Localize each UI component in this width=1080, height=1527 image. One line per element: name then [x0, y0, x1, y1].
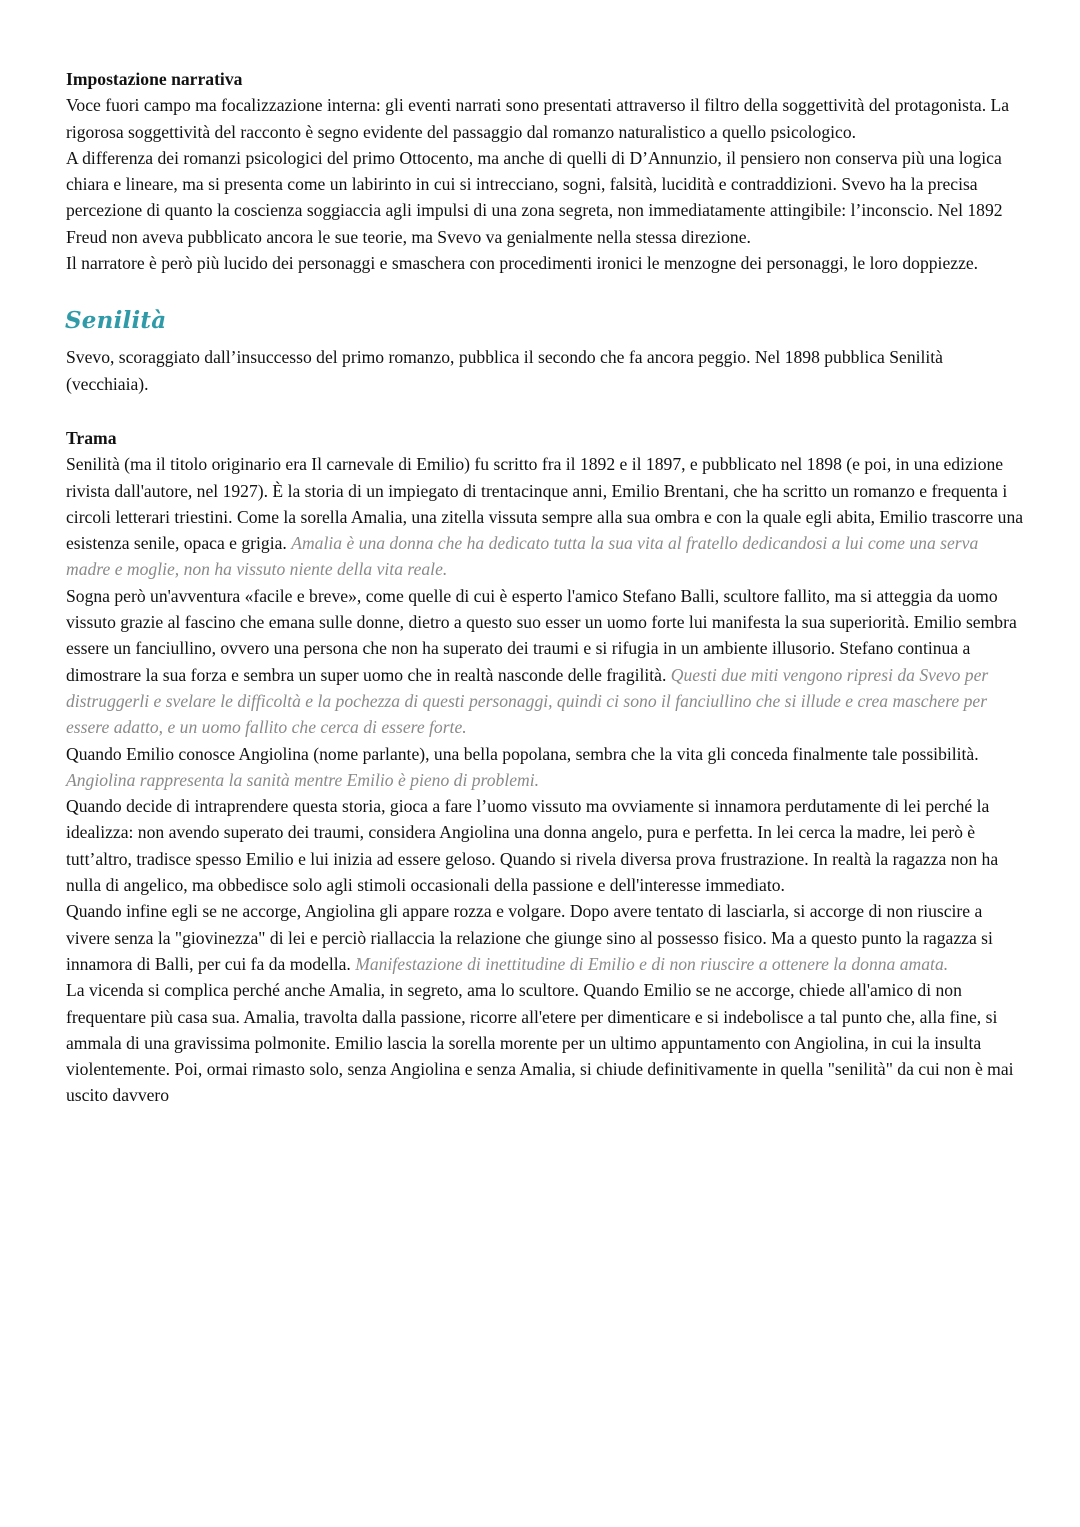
trama-5-note: Manifestazione di inettitudine di Emilio e di non riuscire a ottenere la donna amata. [355, 953, 949, 974]
paragraph-trama-3 [66, 741, 1026, 794]
trama-2-text: Sogna però un'avventura «facile e breve», come quelle di cui è esperto l'amico Stefano Balli, scultore fallito, ma si atteggia da uomo vissuto grazie al fascino che emana sulle donne, dietro a questo suo esser un uomo forte lui manifesta la sua superiorità. Emilio sembra essere un fanciullino, ovvero una persona che non ha superato dei traumi e si rifugia in un ambiente illusorio. Stefano continua a dimostrare la sua forza e sembra un super uomo che in realtà nasconde delle fragilità. [66, 585, 1017, 685]
paragraph-senilita-intro: Svevo, scoraggiato dall’insuccesso del primo romanzo, pubblica il secondo che fa ancora peggio. Nel 1898 pubblica Senilità (vecchiaia). [66, 347, 943, 394]
paragraph-trama-6: La vicenda si complica perché anche Amalia, in segreto, ama lo scultore. Quando Emilio se ne accorge, chiede all'amico di non frequentare più casa sua. Amalia, travolta dalla passione, ricorre all'etere per dimenticare e si indebolisce a tal punto che, alla fine, si ammala di una gravissima polmonite. Emilio lascia la sorella morente per un ultimo appuntamento con Angiolina, in cui la insulta violentemente. Poi, ormai rimasto solo, senza Angiolina e senza Amalia, si chiude definitivamente in quella "senilità" da cui non è mai uscito davvero [66, 980, 1014, 1106]
trama-1-text: Senilità (ma il titolo originario era Il carnevale di Emilio) fu scritto fra il 1892 e il 1897, e pubblicato nel 1898 (e poi, in una edizione rivista dall'autore, nel 1927). È la storia di un impiegato di trentacinque anni, Emilio Brentani, che ha scritto un romanzo e frequenta i circoli letterari triestini. Come la sorella Amalia, una zitella vissuta sempre alla sua ombra e con la quale egli abita, Emilio trascorre una esistenza senile, opaca e grigia. [66, 454, 1024, 554]
paragraph-trama-2 [66, 583, 1026, 741]
trama-1-note: Amalia è una donna che ha dedicato tutta la sua vita al fratello dedicandosi a lui come una serva madre e moglie, non ha vissuto niente della vita reale. [66, 533, 979, 580]
spacer [66, 397, 1026, 425]
trama-5-text: Quando infine egli se ne accorge, Angiolina gli appare rozza e volgare. Dopo avere tentato di lasciarla, si accorge di non riuscire a vivere senza la "giovinezza" di lei e perciò riallaccia la relazione che giunge sino al possesso fisico. Ma a questo punto la ragazza si innamora di Balli, per cui fa da modella. [66, 901, 993, 974]
trama-2-note: Questi due miti vengono ripresi da Svevo per distruggerli e svelare le difficoltà e la pochezza di questi personaggi, quindi ci sono il fanciullino che si illude e crea maschere per essere adatto, e un uomo fallito che cerca di essere forte. [66, 664, 989, 738]
heading-impostazione-narrativa: Impostazione narrativa [66, 69, 243, 89]
paragraph-labirinto-pensiero: A differenza dei romanzi psicologici del primo Ottocento, ma anche di quelli di D’Annunzio, il pensiero non conserva più una logica chiara e lineare, ma si presenta come un labirinto in cui si intrecciano, sogni, falsità, lucidità e contraddizioni. Svevo ha la precisa percezione di quanto la coscienza soggiaccia agli impulsi di una zona segreta, non immediatamente attingibile: l’inconscio. Nel 1892 Freud non aveva pubblicato ancora le sue teorie, ma Svevo va genialmente nella stessa direzione. [66, 147, 1003, 247]
paragraph-trama-4: Quando decide di intraprendere questa storia, gioca a fare l’uomo vissuto ma ovviamente si innamora perdutamente di lei perché la idealizza: non avendo superato dei traumi, considera Angiolina una donna angelo, pura e perfetta. In lei cerca la madre, lei però è tutt’altro, tradisce spesso Emilio e lui inizia ad essere geloso. Quando si rivela diversa prova frustrazione. In realtà la ragazza non ha nulla di angelico, ma obbedisce solo agli stimoli occasionali della passione e dell'interesse immediato. [66, 796, 999, 896]
paragraph-focalizzazione: Voce fuori campo ma focalizzazione interna: gli eventi narrati sono presentati attraverso il filtro della soggettività del protagonista. La rigorosa soggettività del racconto è segno evidente del passaggio dal romanzo naturalistico a quello psicologico. [66, 95, 1010, 142]
section-title-senilita: Senilità [65, 307, 167, 335]
trama-3-note: Angiolina rappresenta la sanità mentre Emilio è pieno di problemi. [66, 769, 540, 790]
paragraph-trama-5 [66, 898, 1026, 977]
paragraph-narratore-lucido: Il narratore è però più lucido dei personaggi e smaschera con procedimenti ironici le menzogne dei personaggi, le loro doppiezze. [66, 253, 979, 274]
heading-trama: Trama [66, 427, 117, 448]
trama-3-text: Quando Emilio conosce Angiolina (nome parlante), una bella popolana, sembra che la vita gli conceda finalmente tale possibilità. [66, 743, 979, 764]
paragraph-trama-1 [66, 451, 1026, 582]
document-page [66, 66, 1026, 1109]
